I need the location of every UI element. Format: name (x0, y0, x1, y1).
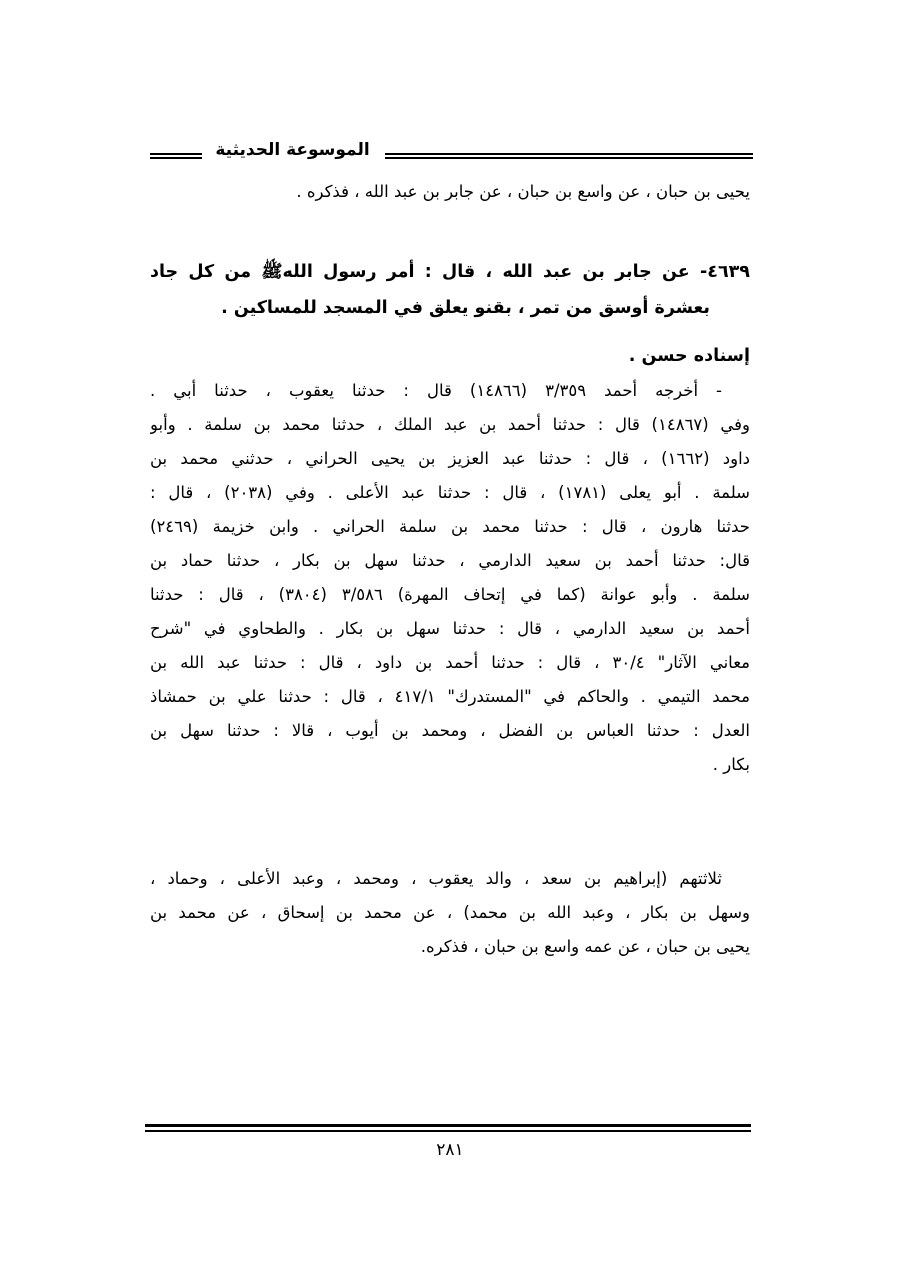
text-line: وسهل بن بكار ، وعبد الله بن محمد) ، عن محمد بن إسحاق ، عن محمد بن (150, 903, 750, 922)
text-line: محمد التيمي . والحاكم في "المستدرك" ٤١٧/١ ، قال : حدثنا علي بن حمشاذ (150, 687, 750, 706)
hadith-line: بعشرة أوسق من تمر ، بقنو يعلق في المسجد للمساكين . (221, 298, 710, 318)
text-line: العدل : حدثنا العباس بن الفضل ، ومحمد بن أيوب ، قالا : حدثنا سهل بن (150, 721, 750, 740)
header-rule-long (385, 153, 753, 159)
header-rule-short (150, 153, 202, 159)
text-line: وفي (١٤٨٦٧) قال : حدثنا أحمد بن عبد الملك ، حدثنا محمد بن سلمة . وأبو (150, 415, 750, 434)
running-header-title: الموسوعة الحديثية (215, 140, 370, 160)
grading-text: إسناده حسن . (628, 346, 750, 366)
continuation-paragraph (150, 175, 750, 209)
text-line: بكار . (712, 755, 750, 774)
hadith-text (150, 254, 750, 326)
text-line: داود (١٦٦٢) ، قال : حدثنا عبد العزيز بن يحيى الحراني ، حدثني محمد بن (150, 449, 750, 468)
text-line: يحيى بن حبان ، عن عمه واسع بن حبان ، فذكره. (420, 937, 750, 956)
summary-paragraph (150, 862, 750, 964)
isnad-grading (150, 339, 750, 373)
text-line: سلمة . أبو يعلى (١٧٨١) ، قال : حدثنا عبد الأعلى . وفي (٢٠٣٨) ، قال : (150, 483, 750, 502)
hadith-line: ٤٦٣٩- عن جابر بن عبد الله ، قال : أمر رسول اللهﷺ من كل جاد (150, 262, 750, 282)
takhrij-paragraph (150, 374, 750, 782)
text-line: أحمد بن سعيد الدارمي ، قال : حدثنا سهل بن بكار . والطحاوي في "شرح (150, 619, 750, 638)
footer-rule (145, 1124, 751, 1132)
text-line: حدثنا هارون ، قال : حدثنا محمد بن سلمة الحراني . وابن خزيمة (٢٤٦٩) (150, 517, 750, 536)
text-line: سلمة . وأبو عوانة (كما في إتحاف المهرة) ٣/٥٨٦ (٣٨٠٤) ، قال : حدثنا (150, 585, 750, 604)
text-line: معاني الآثار" ٣٠/٤ ، قال : حدثنا أحمد بن داود ، قال : حدثنا عبد الله بن (150, 653, 750, 672)
text-line: - أخرجه أحمد ٣/٣٥٩ (١٤٨٦٦) قال : حدثنا يعقوب ، حدثنا أبي . (150, 381, 723, 400)
text-line: يحيى بن حبان ، عن واسع بن حبان ، عن جابر بن عبد الله ، فذكره . (296, 182, 750, 201)
text-line: قال: حدثنا أحمد بن سعيد الدارمي ، حدثنا سهل بن بكار ، حدثنا حماد بن (150, 551, 750, 570)
page-number: ٢٨١ (436, 1140, 464, 1160)
text-line: ثلاثتهم (إبراهيم بن سعد ، والد يعقوب ، ومحمد ، وعبد الأعلى ، وحماد ، (150, 869, 722, 888)
